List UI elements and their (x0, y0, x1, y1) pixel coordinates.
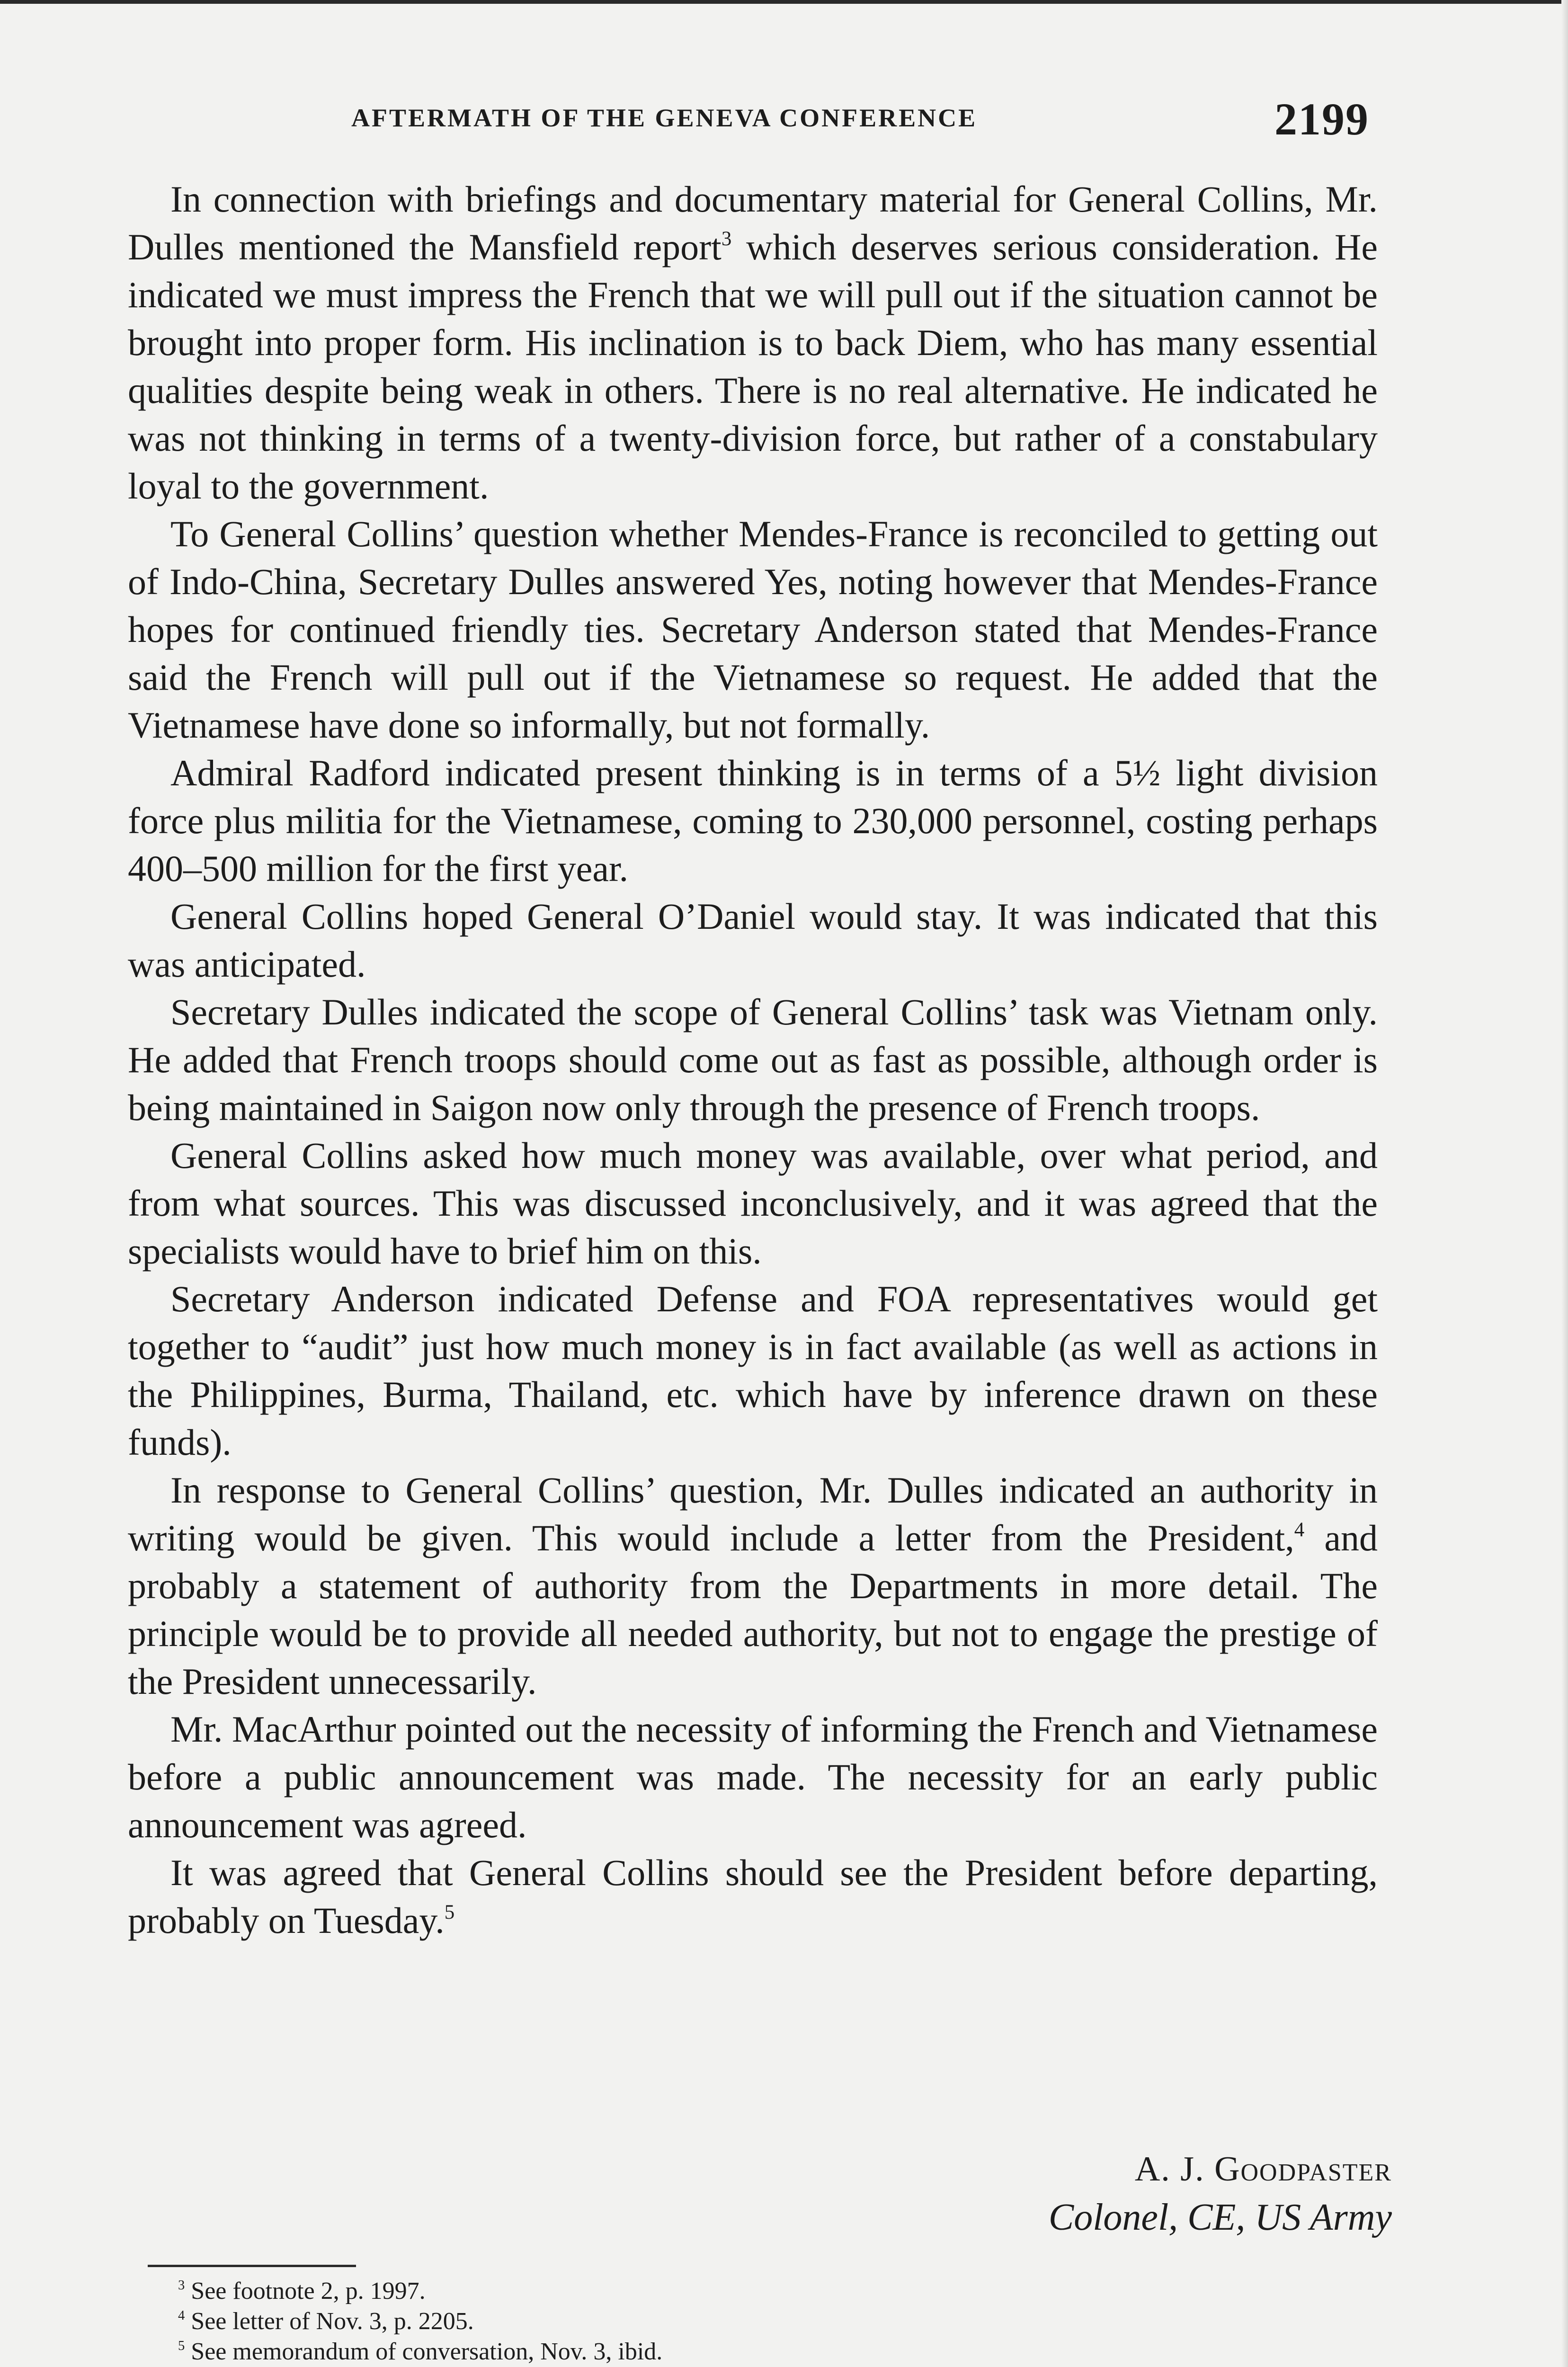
footnotes (178, 2276, 1267, 2367)
page-top-edge (0, 0, 1568, 4)
footnote-marker: 5 (178, 2338, 185, 2353)
running-head (134, 93, 1369, 154)
paragraph-6 (128, 1131, 1378, 1275)
paragraph-text: which deserves serious consideration. He indicated we must impress the French that we will pull out if the situation cannot be brought into proper form. His inclination is to back Diem, who has many essential qualities despite being weak in others. There is no real alternative. He indicated he was not thinking in terms of a twenty-division force, but rather of a constabulary loyal to the government. (128, 226, 1378, 507)
paragraph-text: Mr. MacArthur pointed out the necessity of informing the French and Vietnamese before a public announcement was made. The necessity for an early public announcement was agreed. (128, 1709, 1378, 1845)
footnote-marker: 3 (178, 2278, 185, 2293)
paragraph-text: General Collins hoped General O’Daniel would stay. It was indicated that this was anticipated. (128, 896, 1378, 985)
paragraph-text: Secretary Dulles indicated the scope of General Collins’ task was Vietnam only. He added that French troops should come out as fast as possible, although order is being maintained in Saigon now only through the presence of French troops. (128, 991, 1378, 1128)
signature-block (1049, 2145, 1392, 2242)
paragraph-2 (128, 510, 1378, 749)
footnote-text: See footnote 2, p. 1997. (185, 2278, 426, 2305)
paragraph-text: In response to General Collins’ question, Mr. Dulles indicated an authority in writing would be given. This would include a letter from the President, (128, 1469, 1378, 1558)
paragraph-text: To General Collins’ question whether Mendes-France is reconciled to getting out of Indo-China, Secretary Dulles answered Yes, noting however that Mendes-France hopes for continued friendly ties. Secretary Anderson stated that Mendes-France said the French will pull out if the Vietnamese so request. He added that the Vietnamese have done so informally, but not formally. (128, 513, 1378, 746)
paragraph-text: General Collins asked how much money was available, over what period, and from what sources. This was discussed inconclusively, and it was agreed that the specialists would have to brief him on this. (128, 1135, 1378, 1272)
paragraph-text: In connection with briefings and documentary material for General Collins, Mr. Dulles mentioned the Mansfield report (128, 178, 1378, 267)
footnote-3 (178, 2276, 1267, 2306)
footnote-reference: 3 (721, 227, 732, 250)
running-title: AFTERMATH OF THE GENEVA CONFERENCE (351, 104, 978, 132)
paragraph-1 (128, 175, 1378, 510)
paragraph-9 (128, 1705, 1378, 1849)
footnote-5 (178, 2337, 1267, 2367)
paragraph-text: It was agreed that General Collins should see the President before departing, probably on Tuesday. (128, 1852, 1378, 1941)
footnote-reference: 4 (1294, 1518, 1305, 1541)
paragraph-3 (128, 749, 1378, 892)
paragraph-4 (128, 892, 1378, 988)
page-number: 2199 (1274, 94, 1369, 144)
footnote-marker: 4 (178, 2308, 185, 2323)
paragraph-text: Admiral Radford indicated present thinking is in terms of a 5½ light division force plus militia for the Vietnamese, coming to 230,000 personnel, costing perhaps 400–500 million for the first year. (128, 752, 1378, 889)
footnote-4 (178, 2306, 1267, 2337)
footnote-divider (148, 2265, 356, 2267)
paragraph-text: and probably a statement of authority from the Departments in more detail. The principle would be to provide all needed authority, but not to engage the prestige of the President unnecessarily. (128, 1517, 1378, 1702)
paragraph-8 (128, 1466, 1378, 1705)
paragraph-text: Secretary Anderson indicated Defense and FOA representatives would get together to “audit” just how much money is in fact available (as well as actions in the Philippines, Burma, Thailand, etc. which have by inference drawn on these funds). (128, 1278, 1378, 1463)
page-right-edge (1561, 0, 1568, 2367)
footnote-text: See memorandum of conversation, Nov. 3, ibid. (185, 2338, 663, 2365)
signatory-name: A. J. Goodpaster (1134, 2150, 1392, 2189)
footnote-text: See letter of Nov. 3, p. 2205. (185, 2308, 474, 2335)
paragraph-5 (128, 988, 1378, 1131)
body-text (128, 175, 1378, 1944)
signatory-title: Colonel, CE, US Army (1048, 2197, 1392, 2238)
paragraph-7 (128, 1275, 1378, 1466)
footnote-reference: 5 (444, 1901, 455, 1923)
paragraph-10 (128, 1849, 1378, 1944)
